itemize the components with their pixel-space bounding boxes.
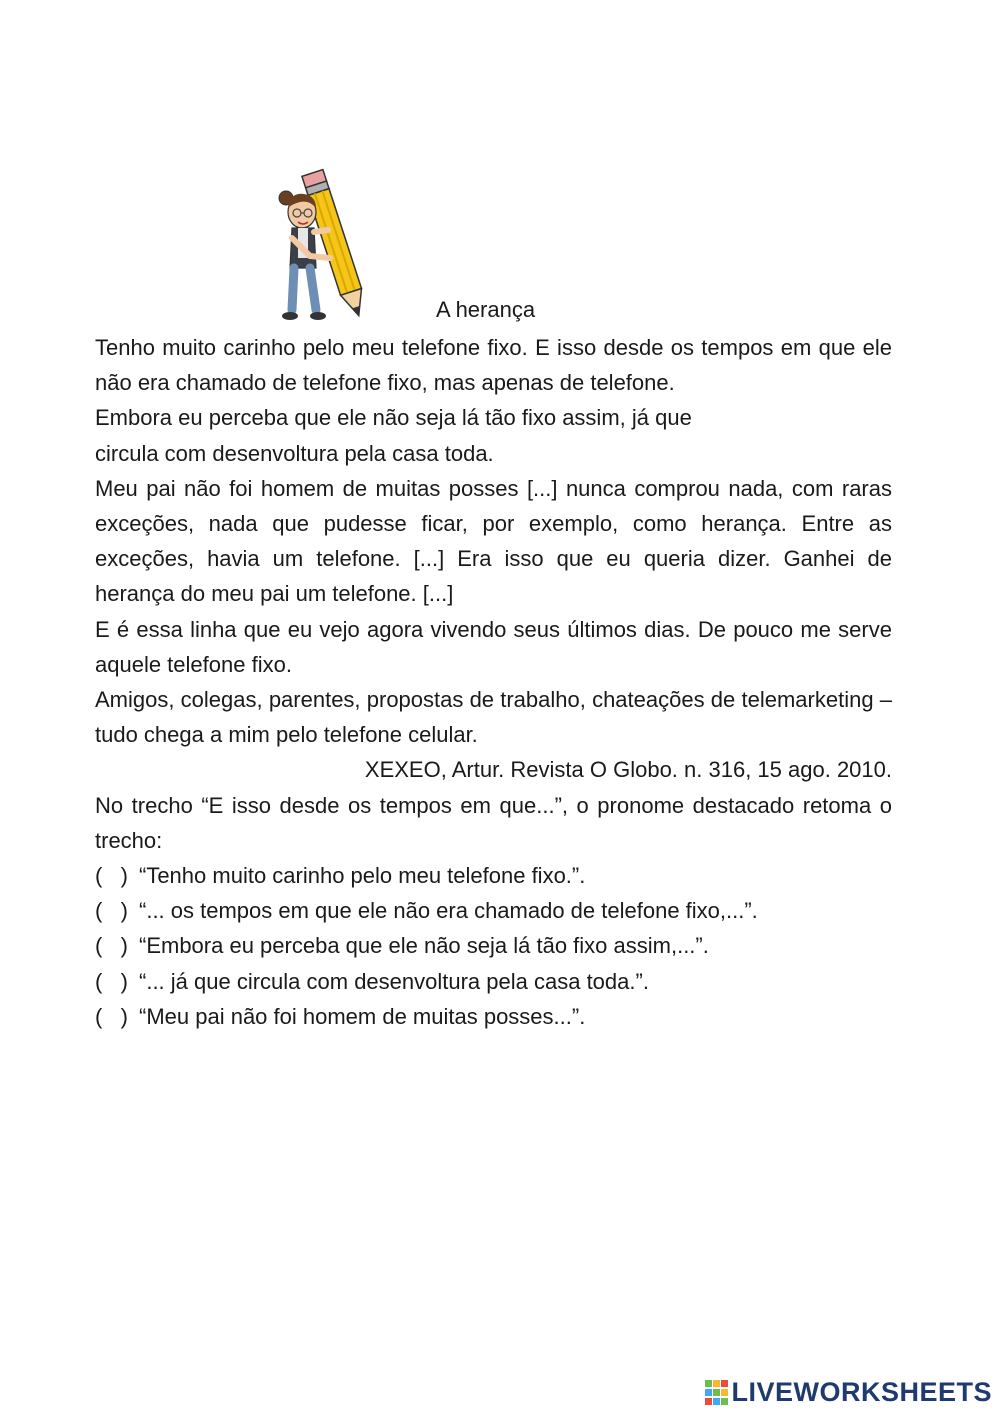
answer-option[interactable] xyxy=(95,893,892,928)
girl-with-pencil-illustration xyxy=(270,160,390,330)
worksheet-body xyxy=(95,330,892,1034)
answer-checkbox[interactable]: ( ) xyxy=(95,933,128,959)
paragraph xyxy=(95,471,892,612)
answer-checkbox[interactable]: ( ) xyxy=(95,863,128,889)
answer-option[interactable] xyxy=(95,999,892,1034)
text-line: herança. Entre as exceções, havia um telefone. [...] Era isso que eu xyxy=(95,511,892,572)
text-line: No trecho “E isso desde os tempos em que...”, o pronome destacado xyxy=(95,792,795,818)
answer-option[interactable] xyxy=(95,858,892,893)
answer-option-text: “... os tempos em que ele não era chamado de telefone fixo,...”. xyxy=(139,898,758,924)
text-line: E é essa linha que eu vejo agora vivendo seus últimos dias. De pouco xyxy=(95,616,794,642)
answer-option[interactable] xyxy=(95,964,892,999)
text-line: Embora eu perceba que ele não seja lá tão fixo assim, já que xyxy=(95,405,692,431)
answer-option-text: “Tenho muito carinho pelo meu telefone fixo.”. xyxy=(139,863,586,889)
text-line: circula com desenvoltura pela casa toda. xyxy=(95,440,494,466)
text-line: Meu pai não foi homem de muitas posses [...] nunca comprou nada, xyxy=(95,475,784,501)
text-line: me serve aquele telefone fixo. xyxy=(95,616,892,677)
answer-checkbox[interactable]: ( ) xyxy=(95,1003,128,1029)
liveworksheets-logo-icon xyxy=(705,1380,729,1406)
text-line: Amigos, colegas, parentes, propostas de trabalho, chateações de xyxy=(95,687,736,713)
text-line: em que ele não era chamado de telefone fixo, mas apenas de telefone. xyxy=(95,335,892,396)
text-line: retoma o trecho: xyxy=(95,792,892,853)
text-line: com raras exceções, nada que pudesse ficar, por exemplo, como xyxy=(95,475,892,537)
answer-option-text: “Meu pai não foi homem de muitas posses...”. xyxy=(139,1003,586,1029)
text-line: queria dizer. Ganhei de herança do meu pai um telefone. [...] xyxy=(95,546,892,607)
paragraph xyxy=(95,330,892,400)
answer-option-text: “... já que circula com desenvoltura pela casa toda.”. xyxy=(139,968,649,994)
answer-options xyxy=(95,858,892,1034)
liveworksheets-logo[interactable] xyxy=(705,1377,992,1408)
answer-option[interactable] xyxy=(95,928,892,963)
paragraph xyxy=(95,682,892,752)
question-prompt xyxy=(95,788,892,858)
source-citation: XEXEO, Artur. Revista O Globo. n. 316, 15 ago. 2010. xyxy=(364,757,892,783)
liveworksheets-logo-text: LIVEWORKSHEETS xyxy=(731,1377,992,1407)
text-line: telemarketing – tudo chega a mim pelo telefone celular. xyxy=(95,687,893,748)
text-line: Tenho muito carinho pelo meu telefone fixo. E isso desde os tempos xyxy=(95,335,774,360)
answer-checkbox[interactable]: ( ) xyxy=(95,968,128,994)
paragraph-continuation xyxy=(95,400,892,470)
answer-checkbox[interactable]: ( ) xyxy=(95,898,128,924)
answer-option-text: “Embora eu perceba que ele não seja lá tão fixo assim,...”. xyxy=(139,933,709,959)
paragraph xyxy=(95,612,892,682)
worksheet-title: A herança xyxy=(436,297,536,322)
